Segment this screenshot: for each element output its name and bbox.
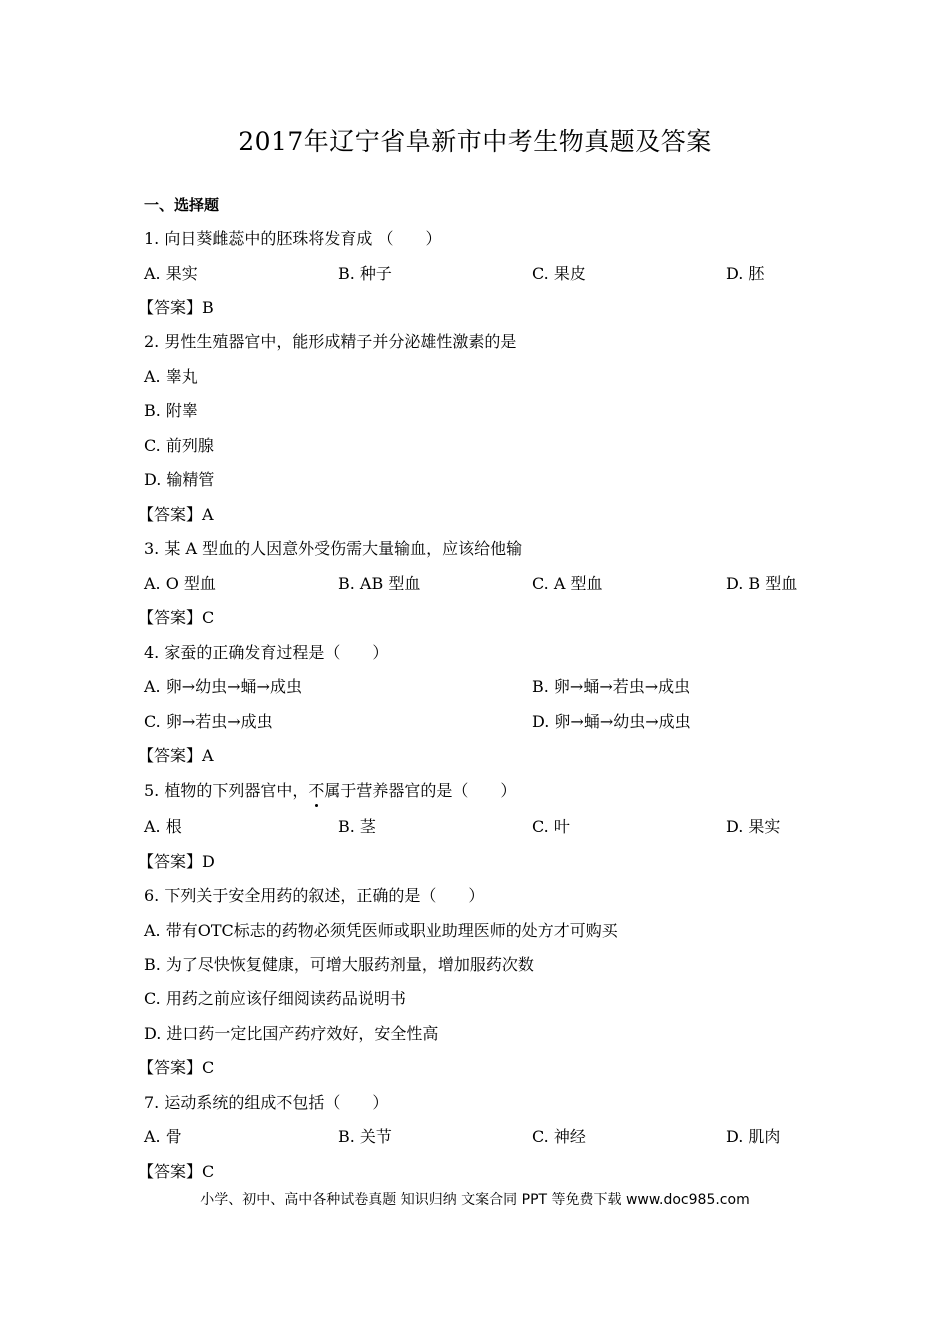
question-3-option-d: D. B 型血 <box>726 574 798 593</box>
question-4-option-c: C. 卵→若虫→成虫 <box>144 712 273 731</box>
question-2-option-b: B. 附睾 <box>144 401 198 420</box>
question-4-stem: 4. 家蚕的正确发育过程是（ ） <box>144 643 389 662</box>
question-7-option-d: D. 肌肉 <box>726 1127 781 1146</box>
question-3-option-a: A. O 型血 <box>144 574 216 593</box>
question-6-stem: 6. 下列关于安全用药的叙述，正确的是（ ） <box>144 886 485 905</box>
question-4-option-d: D. 卵→蛹→幼虫→成虫 <box>532 712 691 731</box>
question-1-answer: 【答案】B <box>138 298 214 317</box>
question-7-option-a: A. 骨 <box>144 1127 182 1146</box>
question-7-option-c: C. 神经 <box>532 1127 586 1146</box>
question-1-option-a: A. 果实 <box>144 264 198 283</box>
question-3-answer: 【答案】C <box>138 608 215 627</box>
question-5-option-b: B. 茎 <box>338 817 376 836</box>
question-2-option-d: D. 输精管 <box>144 470 215 489</box>
question-2-answer: 【答案】A <box>138 505 214 524</box>
question-4-option-b: B. 卵→蛹→若虫→成虫 <box>532 677 691 696</box>
question-5-option-c: C. 叶 <box>532 817 570 836</box>
question-6-option-d: D. 进口药一定比国产药疗效好，安全性高 <box>144 1024 439 1043</box>
question-4-answer: 【答案】A <box>138 746 214 765</box>
question-1-option-c: C. 果皮 <box>532 264 586 283</box>
question-7-answer: 【答案】C <box>138 1162 215 1181</box>
question-6-answer: 【答案】C <box>138 1058 215 1077</box>
page-footer: 小学、初中、高中各种试卷真题 知识归纳 文案合同 PPT 等免费下载 www.doc985.com <box>200 1192 750 1208</box>
question-3-option-b: B. AB 型血 <box>338 574 421 593</box>
question-1-option-d: D. 胚 <box>726 264 765 283</box>
question-1-stem: 1. 向日葵雌蕊中的胚珠将发育成 （ ） <box>144 229 442 248</box>
question-5-option-d: D. 果实 <box>726 817 781 836</box>
question-5-stem-before: 5. 植物的下列器官中， <box>144 781 309 800</box>
question-5-answer: 【答案】D <box>138 852 215 871</box>
question-5-stem-after: 属于营养器官的是（ ） <box>324 781 517 800</box>
question-3-option-c: C. A 型血 <box>532 574 603 593</box>
question-5-emphasis: 不 <box>308 781 325 800</box>
section-heading: 一、选择题 <box>144 196 220 214</box>
question-4-option-a: A. 卵→幼虫→蛹→成虫 <box>144 677 302 696</box>
question-2-option-c: C. 前列腺 <box>144 436 214 455</box>
question-6-option-b: B. 为了尽快恢复健康，可增大服药剂量，增加服药次数 <box>144 955 534 974</box>
question-3-stem: 3. 某 A 型血的人因意外受伤需大量输血，应该给他输 <box>144 539 523 558</box>
question-5-option-a: A. 根 <box>144 817 182 836</box>
question-2-stem: 2. 男性生殖器官中，能形成精子并分泌雄性激素的是 <box>144 332 517 351</box>
question-7-stem: 7. 运动系统的组成不包括（ ） <box>144 1093 389 1112</box>
question-2-option-a: A. 睾丸 <box>144 367 198 386</box>
question-5-stem <box>144 780 516 802</box>
question-1-option-b: B. 种子 <box>338 264 392 283</box>
question-7-option-b: B. 关节 <box>338 1127 392 1146</box>
document-title: 2017年辽宁省阜新市中考生物真题及答案 <box>238 127 712 156</box>
question-6-option-c: C. 用药之前应该仔细阅读药品说明书 <box>144 989 406 1008</box>
question-6-option-a: A. 带有OTC标志的药物必须凭医师或职业助理医师的处方才可购买 <box>144 921 618 940</box>
